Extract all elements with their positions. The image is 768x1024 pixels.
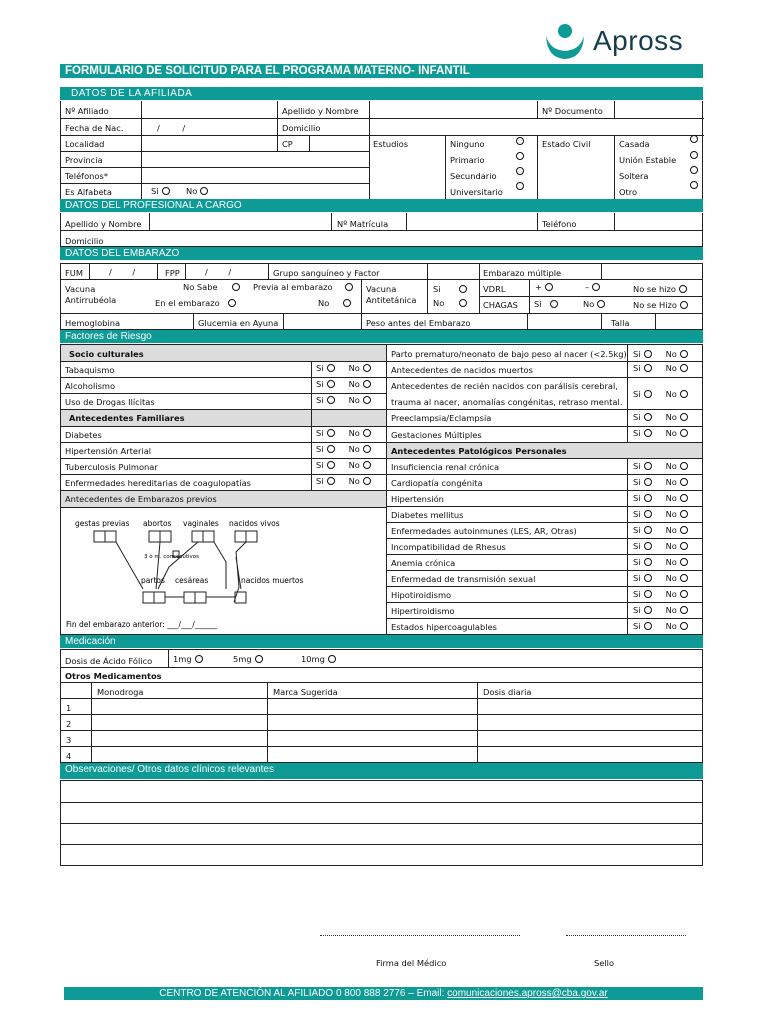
provincia-label: Provincia [65,155,103,165]
footer-email-link[interactable]: comunicaciones.apross@cba.gov.ar [447,988,608,999]
left-factor-0-si-no[interactable]: Si No [316,363,371,373]
estudio-secundario: Secundario [450,171,497,181]
glucemia-label: Glucemia en Ayuna [198,318,279,328]
prematuro-label: Parto prematuro/neonato de bajo peso al nacer (<2.5kg) [391,349,627,359]
alcoholismo-label: Alcoholismo [65,381,116,391]
cp-label: CP [282,139,293,149]
radio-icon[interactable] [363,396,371,404]
domicilio-label: Domicilio [282,123,321,133]
patologico-label: Anemia crónica [391,558,456,568]
antirubeola-previa[interactable]: Previa al embarazo [253,282,353,292]
patologico-label: Hipertiroidismo [391,606,455,616]
localidad-label: Localidad [65,139,105,149]
radio-icon[interactable] [644,462,652,470]
fecha-nac-label: Fecha de Nac. [65,123,124,133]
patologicos-header: Antecedentes Patológicos Personales [391,446,567,456]
right-factor-3-si-no[interactable]: Si No [633,412,688,422]
brand-name: Apross [593,25,684,56]
radio-icon[interactable] [690,166,698,174]
riesgo-header [60,330,703,343]
antirubeola-embarazo[interactable]: En el embarazo [155,298,236,308]
radio-icon[interactable] [644,413,652,421]
med-row-1: 1 [66,703,72,713]
familiares-header: Antecedentes Familiares [69,413,185,423]
med-row-3: 3 [66,735,72,745]
estado-civil-label: Estado Civil [542,139,591,149]
estudio-ninguno: Ninguno [450,139,485,149]
firma-line[interactable] [320,935,520,936]
patologico-9-si-no[interactable]: Si No [633,605,688,615]
radio-icon[interactable] [644,364,652,372]
radio-icon[interactable] [644,542,652,550]
tuberculosis-label: Tuberculosis Pulmonar [65,462,158,472]
afiliada-section [60,101,703,200]
radio-icon[interactable] [680,301,688,309]
radio-icon[interactable] [363,429,371,437]
chagas-no[interactable]: No [583,299,605,309]
footer-bar [64,987,703,1000]
radio-icon[interactable] [679,285,687,293]
dosis-5mg[interactable]: 5mg [233,654,263,664]
radio-icon[interactable] [327,429,335,437]
radio-icon[interactable] [255,655,263,663]
radio-icon[interactable] [516,152,524,160]
radio-icon[interactable] [327,477,335,485]
afiliada-header [60,87,703,100]
radio-icon[interactable] [644,478,652,486]
radio-icon[interactable] [680,510,688,518]
embarazo-header-text: DATOS DEL EMBARAZO [65,248,180,259]
patologico-label: Hipertensión [391,494,444,504]
patologico-2-si-no[interactable]: Si No [633,493,688,503]
prof-matricula-label: Nº Matrícula [337,219,389,229]
radio-icon[interactable] [680,526,688,534]
antirubeola-no[interactable]: No [318,298,351,308]
vdrl-nosehizo[interactable]: No se hizo [633,284,687,294]
antitetanica-no[interactable]: No [433,298,467,308]
radio-icon[interactable] [232,283,240,291]
left-factor-1-si-no[interactable]: Si No [316,379,371,389]
otros-medicamentos-label: Otros Medicamentos [65,671,162,681]
socio-header: Socio culturales [69,349,144,359]
left-factor-3-si-no[interactable]: Si No [316,428,371,438]
radio-icon[interactable] [680,558,688,566]
diag-cesareas: cesáreas [175,576,209,585]
patologico-7-si-no[interactable]: Si No [633,573,688,583]
radio-icon[interactable] [363,364,371,372]
patologico-10-si-no[interactable]: Si No [633,621,688,631]
diag-gestas: gestas previas [75,519,130,528]
patologico-label: Hipotiroidismo [391,590,452,600]
nacidos-muertos-label: Antecedentes de nacidos muertos [391,365,533,375]
estudio-universitario: Universitario [450,187,503,197]
prof-apellido-label: Apellido y Nombre [65,219,142,229]
patologico-1-si-no[interactable]: Si No [633,477,688,487]
diag-abortos: abortos [143,519,172,528]
profesional-header-text: DATOS DEL PROFESIONAL A CARGO [65,200,242,211]
radio-icon[interactable] [680,390,688,398]
radio-icon[interactable] [327,364,335,372]
right-factor-0-si-no[interactable]: Si No [633,349,688,359]
radio-icon[interactable] [459,299,467,307]
patologico-6-si-no[interactable]: Si No [633,557,688,567]
antirubeola-nosabe[interactable]: No Sabe [183,282,240,292]
chagas-label: CHAGAS [483,300,518,310]
col-dosis: Dosis diaria [483,687,532,697]
radio-icon[interactable] [516,167,524,175]
radio-icon[interactable] [680,606,688,614]
radio-icon[interactable] [644,510,652,518]
fecha-nac-field[interactable]: / / [157,123,196,133]
patologico-label: Estados hipercoagulables [391,622,498,632]
grupo-label: Grupo sanguíneo y Factor [273,268,380,278]
estado-otro: Otro [619,187,638,197]
alfabeta-no[interactable]: No [186,186,208,196]
radio-icon[interactable] [644,350,652,358]
radio-icon[interactable] [644,590,652,598]
estudio-primario: Primario [450,155,485,165]
n-documento-label: Nº Documento [542,106,603,116]
radio-icon[interactable] [680,429,688,437]
radio-icon[interactable] [680,462,688,470]
radio-icon[interactable] [516,182,524,190]
radio-icon[interactable] [680,478,688,486]
fum-field[interactable]: / / [109,267,145,277]
diag-nacidos-vivos: nacidos vivos [229,519,280,528]
med-row-2: 2 [66,719,72,729]
patologico-3-si-no[interactable]: Si No [633,509,688,519]
apellido-nombre-label: Apellido y Nombre [282,106,359,116]
diag-consecutivos: 3 ó m. consecutivos [144,554,200,560]
n-afiliado-label: Nº Afiliado [65,106,109,116]
estado-union: Unión Estable [619,155,677,165]
radio-icon[interactable] [327,461,335,469]
patologico-4-si-no[interactable]: Si No [633,525,688,535]
footer-text: CENTRO DE ATENCIÓN AL AFILIADO 0 800 888 2776 – Email: [159,988,448,999]
embarazo-header [60,247,703,260]
patologico-5-si-no[interactable]: Si No [633,541,688,551]
afiliada-header-text: DATOS DE LA AFILIADA [71,88,193,99]
radio-icon[interactable] [328,655,336,663]
radio-icon[interactable] [680,413,688,421]
diag-partos: partos [141,576,165,585]
radio-icon[interactable] [195,655,203,663]
gestaciones-label: Gestaciones Múltiples [391,430,482,440]
telefonos-label: Teléfonos* [65,171,108,181]
radio-icon[interactable] [592,283,600,291]
right-factor-2-si-no[interactable]: Si No [633,389,688,399]
radio-icon[interactable] [459,285,467,293]
riesgo-section [60,344,703,635]
peso-label: Peso antes del Embarazo [366,318,471,328]
cerebral-label-1: Antecedentes de recién nacidos con parálisis cerebral, [391,381,618,391]
vdrl-plus[interactable]: + [535,282,553,292]
left-factor-6-si-no[interactable]: Si No [316,476,371,486]
alfabeta-si[interactable]: Si [151,186,170,196]
radio-icon[interactable] [680,622,688,630]
radio-icon[interactable] [327,380,335,388]
vdrl-minus[interactable]: – [585,282,600,292]
apross-logo [543,22,713,62]
radio-icon[interactable] [690,181,698,189]
acido-folico-label: Dosis de Ácido Fólico [65,656,153,666]
n-documento-field[interactable] [614,101,702,118]
left-factor-2-si-no[interactable]: Si No [316,395,371,405]
fum-label: FUM [65,268,84,278]
radio-icon[interactable] [644,622,652,630]
radio-icon[interactable] [680,542,688,550]
patologico-0-si-no[interactable]: Si No [633,461,688,471]
radio-icon[interactable] [644,558,652,566]
antitetanica-label: Vacuna Antitetánica [366,284,417,305]
radio-icon[interactable] [363,461,371,469]
right-factor-1-si-no[interactable]: Si No [633,363,688,373]
radio-icon[interactable] [363,477,371,485]
medicacion-section [60,649,703,763]
fpp-field[interactable]: / / [205,267,241,277]
radio-icon[interactable] [644,574,652,582]
estudios-label: Estudios [373,139,409,149]
radio-icon[interactable] [550,300,558,308]
med-row-4: 4 [66,751,72,761]
antirubeola-label: Vacuna Antirrubéola [65,284,117,305]
radio-icon[interactable] [680,350,688,358]
patologico-label: Cardiopatía congénita [391,478,483,488]
diag-nacidos-muertos: nacidos muertos [241,576,304,585]
observaciones-header-text: Observaciones/ Otros datos clínicos relevantes [65,764,274,775]
apross-mark-icon [543,22,587,62]
radio-icon[interactable] [327,396,335,404]
multiple-label: Embarazo múltiple [483,268,562,278]
observaciones-header [60,763,703,779]
fpp-label: FPP [165,268,180,278]
radio-icon[interactable] [644,606,652,614]
chagas-si[interactable]: Si [534,299,558,309]
radio-icon[interactable] [343,299,351,307]
embarazo-section [60,263,703,330]
observaciones-area[interactable] [60,780,703,866]
hemoglobina-label: Hemoglobina [65,318,121,328]
estado-casada: Casada [619,139,650,149]
embarazos-header: Antecedentes de Embarazos previos [65,494,217,504]
radio-icon[interactable] [644,526,652,534]
embarazos-diagram [61,507,386,634]
patologico-label: Enfermedad de transmisión sexual [391,574,536,584]
left-factor-4-si-no[interactable]: Si No [316,444,371,454]
radio-icon[interactable] [680,574,688,582]
prof-domicilio-label: Domicilio [65,236,104,246]
col-monodroga: Monodroga [97,687,144,697]
radio-icon[interactable] [345,283,353,291]
patologico-label: Diabetes mellitus [391,510,464,520]
diag-vaginales: vaginales [183,519,219,528]
prof-telefono-label: Teléfono [542,219,577,229]
coagulopatias-label: Enfermedades hereditarias de coagulopatías [65,478,251,488]
chagas-nosehizo[interactable]: No se Hizo [633,300,688,310]
hipertension-fam-label: Hipertensión Arterial [65,446,152,456]
radio-icon[interactable] [200,187,208,195]
sello-line[interactable] [566,935,686,936]
radio-icon[interactable] [597,300,605,308]
radio-icon[interactable] [644,390,652,398]
form-title: FORMULARIO DE SOLICITUD PARA EL PROGRAMA MATERNO- INFANTIL [60,64,703,78]
preeclampsia-label: Preeclampsia/Eclampsia [391,413,492,423]
radio-icon[interactable] [228,299,236,307]
dosis-10mg[interactable]: 10mg [301,654,336,664]
afiliada-row-2 [61,118,704,136]
antitetanica-si[interactable]: Si [433,284,467,294]
drogas-label: Uso de Drogas Ilícitas [65,397,155,407]
left-factor-5-si-no[interactable]: Si No [316,460,371,470]
sello-label: Sello [594,958,615,968]
radio-icon[interactable] [680,590,688,598]
estado-soltera: Soltera [619,171,649,181]
radio-icon[interactable] [545,283,553,291]
radio-icon[interactable] [162,187,170,195]
medicacion-header-text: Medicación [65,636,116,647]
radio-icon[interactable] [327,445,335,453]
patologico-label: Enfermedades autoinmunes (LES, AR, Otras) [391,526,577,536]
vdrl-label: VDRL [483,284,506,294]
medicacion-header [60,635,703,648]
radio-icon[interactable] [690,135,698,143]
fin-embarazo: Fin del embarazo anterior: ___/___/______ [66,620,218,629]
n-afiliado-field[interactable] [141,101,277,118]
radio-icon[interactable] [363,380,371,388]
radio-icon[interactable] [690,151,698,159]
diabetes-label: Diabetes [65,430,102,440]
tabaquismo-label: Tabaquismo [65,365,115,375]
profesional-section [60,213,703,247]
radio-icon[interactable] [644,429,652,437]
radio-icon[interactable] [680,364,688,372]
apellido-nombre-field[interactable] [369,101,537,118]
radio-icon[interactable] [644,494,652,502]
profesional-header [60,199,703,212]
patologico-8-si-no[interactable]: Si No [633,589,688,599]
radio-icon[interactable] [363,445,371,453]
col-marca: Marca Sugerida [273,687,338,697]
riesgo-header-text: Factores de Riesgo [65,331,152,342]
patologico-label: Insuficiencia renal crónica [391,462,500,472]
firma-medico-label: Firma del Médico [376,958,447,968]
radio-icon[interactable] [516,137,524,145]
radio-icon[interactable] [680,494,688,502]
patologico-label: Incompatibilidad de Rhesus [391,542,506,552]
dosis-1mg[interactable]: 1mg [173,654,203,664]
talla-label: Talla [611,318,630,328]
right-factor-4-si-no[interactable]: Si No [633,428,688,438]
afiliada-row-1 [61,101,704,119]
alfabeta-label: Es Alfabeta [65,187,112,197]
cerebral-label-2: trauma al nacer, anomalías congénitas, retraso mental. [391,397,623,407]
